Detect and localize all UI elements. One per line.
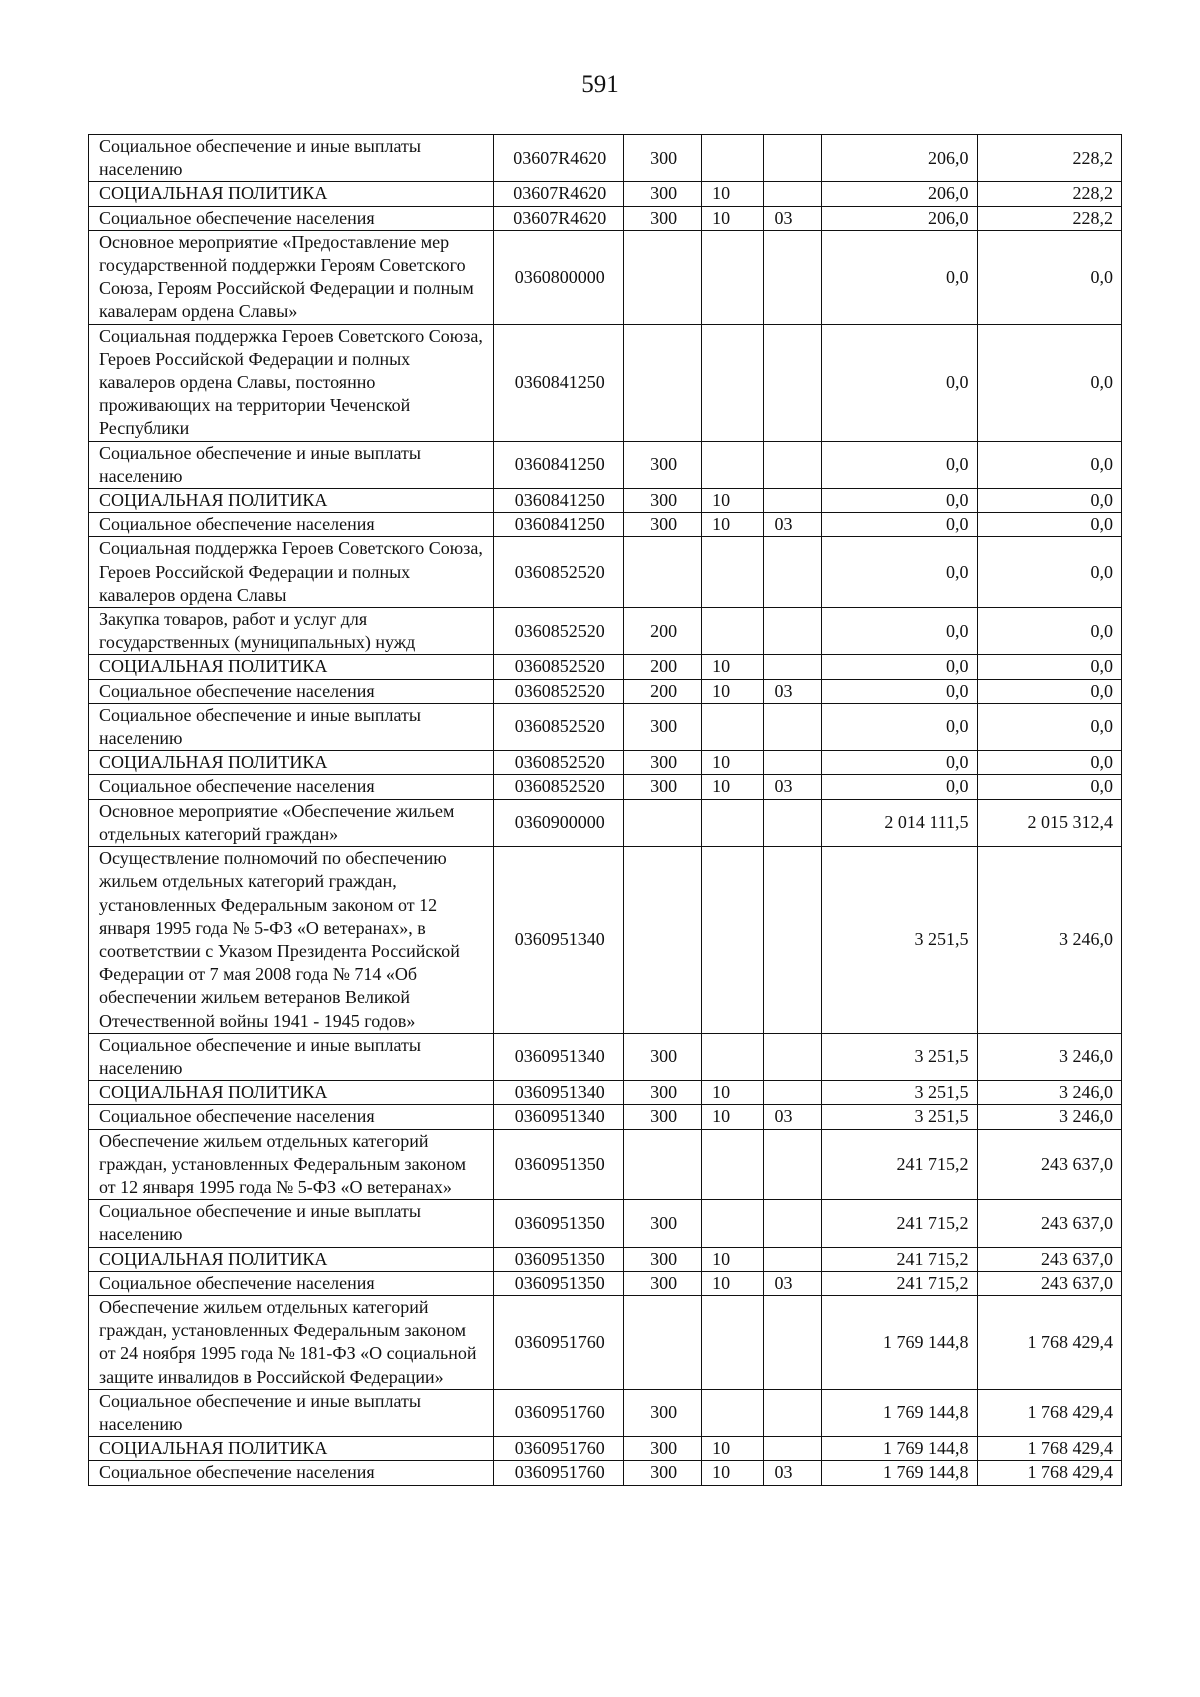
table-row <box>89 513 1122 537</box>
row-subsection <box>764 537 821 608</box>
row-section: 10 <box>702 182 764 206</box>
row-expense-type: 300 <box>624 1033 702 1080</box>
row-expense-type <box>624 537 702 608</box>
row-subsection <box>764 1081 821 1105</box>
row-subsection <box>764 489 821 513</box>
table-body <box>89 135 1122 1486</box>
row-amount-year-1: 0,0 <box>821 489 977 513</box>
row-amount-year-1: 1 769 144,8 <box>821 1461 977 1485</box>
row-amount-year-2: 1 768 429,4 <box>977 1389 1122 1436</box>
row-amount-year-2: 243 637,0 <box>977 1247 1122 1271</box>
row-section: 10 <box>702 513 764 537</box>
row-expense-type: 300 <box>624 489 702 513</box>
row-name: Социальное обеспечение населения <box>89 1461 494 1485</box>
row-amount-year-1: 206,0 <box>821 135 977 182</box>
row-name: СОЦИАЛЬНАЯ ПОЛИТИКА <box>89 489 494 513</box>
row-amount-year-1: 0,0 <box>821 608 977 655</box>
row-name: Основное мероприятие «Обеспечение жильем отдельных категорий граждан» <box>89 799 494 846</box>
row-subsection <box>764 655 821 679</box>
row-amount-year-2: 0,0 <box>977 230 1122 324</box>
row-expense-type: 300 <box>624 135 702 182</box>
row-amount-year-1: 3 251,5 <box>821 1081 977 1105</box>
row-subsection <box>764 182 821 206</box>
row-name: Обеспечение жильем отдельных категорий граждан, установленных Федеральным законом от 12 января 1995 года № 5-ФЗ «О ветеранах» <box>89 1129 494 1200</box>
row-target-article: 0360841250 <box>494 324 624 441</box>
table-row <box>89 324 1122 441</box>
page-number: 591 <box>581 71 619 98</box>
row-expense-type <box>624 1129 702 1200</box>
row-name: СОЦИАЛЬНАЯ ПОЛИТИКА <box>89 1247 494 1271</box>
row-name: Социальное обеспечение населения <box>89 513 494 537</box>
row-amount-year-2: 243 637,0 <box>977 1129 1122 1200</box>
row-section <box>702 1295 764 1389</box>
row-name: Социальное обеспечение и иные выплаты населению <box>89 441 494 488</box>
row-target-article: 0360951350 <box>494 1247 624 1271</box>
row-section: 10 <box>702 1105 764 1129</box>
row-subsection <box>764 847 821 1034</box>
row-expense-type: 300 <box>624 513 702 537</box>
row-target-article: 0360951760 <box>494 1461 624 1485</box>
row-section: 10 <box>702 1437 764 1461</box>
row-expense-type: 300 <box>624 1200 702 1247</box>
row-subsection: 03 <box>764 679 821 703</box>
row-amount-year-2: 3 246,0 <box>977 847 1122 1034</box>
table-row <box>89 1437 1122 1461</box>
row-target-article: 0360841250 <box>494 513 624 537</box>
table-row <box>89 655 1122 679</box>
row-amount-year-2: 2 015 312,4 <box>977 799 1122 846</box>
row-target-article: 03607R4620 <box>494 135 624 182</box>
row-expense-type: 200 <box>624 679 702 703</box>
row-section: 10 <box>702 751 764 775</box>
row-expense-type: 300 <box>624 703 702 750</box>
row-amount-year-1: 206,0 <box>821 182 977 206</box>
row-section: 10 <box>702 655 764 679</box>
row-target-article: 0360951350 <box>494 1129 624 1200</box>
row-section <box>702 230 764 324</box>
table-row <box>89 537 1122 608</box>
row-amount-year-1: 3 251,5 <box>821 1105 977 1129</box>
row-expense-type: 300 <box>624 206 702 230</box>
row-target-article: 0360951760 <box>494 1437 624 1461</box>
row-target-article: 0360951340 <box>494 1105 624 1129</box>
row-amount-year-1: 241 715,2 <box>821 1129 977 1200</box>
row-amount-year-2: 0,0 <box>977 441 1122 488</box>
row-amount-year-1: 0,0 <box>821 679 977 703</box>
table-row <box>89 1389 1122 1436</box>
row-amount-year-2: 0,0 <box>977 324 1122 441</box>
row-name: Закупка товаров, работ и услуг для государственных (муниципальных) нужд <box>89 608 494 655</box>
row-amount-year-2: 3 246,0 <box>977 1105 1122 1129</box>
table-row <box>89 1033 1122 1080</box>
row-target-article: 0360951340 <box>494 847 624 1034</box>
row-target-article: 0360852520 <box>494 679 624 703</box>
row-expense-type <box>624 847 702 1034</box>
row-amount-year-1: 241 715,2 <box>821 1271 977 1295</box>
row-section: 10 <box>702 679 764 703</box>
row-name: Обеспечение жильем отдельных категорий граждан, установленных Федеральным законом от 24 ноября 1995 года № 181-ФЗ «О социальной защите инвалидов в Российской Федерации» <box>89 1295 494 1389</box>
row-amount-year-1: 241 715,2 <box>821 1200 977 1247</box>
row-section: 10 <box>702 206 764 230</box>
row-target-article: 0360852520 <box>494 655 624 679</box>
table-row <box>89 489 1122 513</box>
row-subsection <box>764 751 821 775</box>
row-amount-year-2: 228,2 <box>977 135 1122 182</box>
row-subsection <box>764 1033 821 1080</box>
row-expense-type: 300 <box>624 1461 702 1485</box>
row-amount-year-2: 0,0 <box>977 751 1122 775</box>
row-name: СОЦИАЛЬНАЯ ПОЛИТИКА <box>89 1081 494 1105</box>
row-section: 10 <box>702 775 764 799</box>
row-target-article: 0360951350 <box>494 1200 624 1247</box>
row-section <box>702 847 764 1034</box>
row-name: СОЦИАЛЬНАЯ ПОЛИТИКА <box>89 751 494 775</box>
row-amount-year-1: 0,0 <box>821 775 977 799</box>
row-target-article: 0360951340 <box>494 1033 624 1080</box>
row-target-article: 0360852520 <box>494 537 624 608</box>
row-amount-year-2: 1 768 429,4 <box>977 1461 1122 1485</box>
row-section <box>702 537 764 608</box>
row-expense-type <box>624 1295 702 1389</box>
row-target-article: 0360951760 <box>494 1295 624 1389</box>
row-subsection <box>764 1437 821 1461</box>
table-row <box>89 206 1122 230</box>
row-subsection <box>764 441 821 488</box>
row-amount-year-2: 243 637,0 <box>977 1200 1122 1247</box>
row-amount-year-2: 0,0 <box>977 775 1122 799</box>
row-amount-year-1: 3 251,5 <box>821 1033 977 1080</box>
row-name: Социальное обеспечение населения <box>89 679 494 703</box>
row-section <box>702 441 764 488</box>
row-target-article: 0360852520 <box>494 703 624 750</box>
row-expense-type: 300 <box>624 751 702 775</box>
row-section: 10 <box>702 1461 764 1485</box>
row-target-article: 0360800000 <box>494 230 624 324</box>
row-name: Социальное обеспечение населения <box>89 1105 494 1129</box>
table-row <box>89 751 1122 775</box>
row-subsection <box>764 1200 821 1247</box>
row-amount-year-1: 241 715,2 <box>821 1247 977 1271</box>
row-amount-year-2: 0,0 <box>977 489 1122 513</box>
row-subsection: 03 <box>764 1271 821 1295</box>
row-expense-type: 200 <box>624 655 702 679</box>
table-row <box>89 1295 1122 1389</box>
row-expense-type: 300 <box>624 441 702 488</box>
row-name: Социальная поддержка Героев Советского Союза, Героев Российской Федерации и полных кавалеров ордена Славы <box>89 537 494 608</box>
row-subsection <box>764 703 821 750</box>
row-amount-year-2: 0,0 <box>977 608 1122 655</box>
row-expense-type <box>624 324 702 441</box>
table-row <box>89 799 1122 846</box>
row-subsection: 03 <box>764 1461 821 1485</box>
row-amount-year-2: 3 246,0 <box>977 1081 1122 1105</box>
row-amount-year-2: 1 768 429,4 <box>977 1295 1122 1389</box>
row-name: Социальное обеспечение и иные выплаты населению <box>89 1389 494 1436</box>
row-amount-year-2: 228,2 <box>977 206 1122 230</box>
row-expense-type: 300 <box>624 1081 702 1105</box>
row-expense-type: 300 <box>624 1389 702 1436</box>
table-row <box>89 1271 1122 1295</box>
table-row <box>89 1105 1122 1129</box>
row-expense-type <box>624 799 702 846</box>
row-section: 10 <box>702 489 764 513</box>
table-row <box>89 441 1122 488</box>
row-amount-year-1: 3 251,5 <box>821 847 977 1034</box>
row-name: Социальная поддержка Героев Советского Союза, Героев Российской Федерации и полных кавалеров ордена Славы, постоянно проживающих на территории Чеченской Республики <box>89 324 494 441</box>
row-target-article: 0360841250 <box>494 441 624 488</box>
row-amount-year-2: 0,0 <box>977 513 1122 537</box>
row-target-article: 0360852520 <box>494 775 624 799</box>
row-target-article: 0360852520 <box>494 751 624 775</box>
row-name: Социальное обеспечение и иные выплаты населению <box>89 1200 494 1247</box>
table-row <box>89 230 1122 324</box>
row-subsection <box>764 1247 821 1271</box>
row-name: Основное мероприятие «Предоставление мер государственной поддержки Героям Советского Союза, Героям Российской Федерации и полным кавалерам ордена Славы» <box>89 230 494 324</box>
row-amount-year-2: 228,2 <box>977 182 1122 206</box>
row-amount-year-1: 206,0 <box>821 206 977 230</box>
row-subsection <box>764 324 821 441</box>
row-amount-year-2: 3 246,0 <box>977 1033 1122 1080</box>
row-section <box>702 1129 764 1200</box>
row-subsection <box>764 1295 821 1389</box>
row-section: 10 <box>702 1081 764 1105</box>
table-row <box>89 1081 1122 1105</box>
table-row <box>89 1200 1122 1247</box>
row-target-article: 0360951760 <box>494 1389 624 1436</box>
table-row <box>89 703 1122 750</box>
row-target-article: 0360852520 <box>494 608 624 655</box>
table-row <box>89 775 1122 799</box>
row-subsection <box>764 135 821 182</box>
row-section <box>702 324 764 441</box>
row-subsection <box>764 799 821 846</box>
row-amount-year-1: 1 769 144,8 <box>821 1295 977 1389</box>
row-amount-year-1: 2 014 111,5 <box>821 799 977 846</box>
table-row <box>89 847 1122 1034</box>
row-amount-year-1: 0,0 <box>821 703 977 750</box>
row-section: 10 <box>702 1271 764 1295</box>
table-row <box>89 1129 1122 1200</box>
row-subsection: 03 <box>764 206 821 230</box>
row-amount-year-1: 0,0 <box>821 230 977 324</box>
row-amount-year-2: 1 768 429,4 <box>977 1437 1122 1461</box>
budget-table <box>88 134 1122 1486</box>
row-amount-year-1: 0,0 <box>821 655 977 679</box>
row-amount-year-2: 0,0 <box>977 537 1122 608</box>
row-expense-type: 300 <box>624 182 702 206</box>
row-expense-type: 300 <box>624 1437 702 1461</box>
table-row <box>89 182 1122 206</box>
row-name: Социальное обеспечение населения <box>89 775 494 799</box>
row-subsection: 03 <box>764 1105 821 1129</box>
row-expense-type: 300 <box>624 1105 702 1129</box>
row-section <box>702 1200 764 1247</box>
row-section <box>702 608 764 655</box>
row-amount-year-1: 0,0 <box>821 324 977 441</box>
row-section <box>702 703 764 750</box>
table-row <box>89 608 1122 655</box>
table-row <box>89 1461 1122 1485</box>
row-amount-year-1: 0,0 <box>821 537 977 608</box>
row-subsection: 03 <box>764 513 821 537</box>
row-name: Социальное обеспечение населения <box>89 1271 494 1295</box>
table-row <box>89 135 1122 182</box>
row-amount-year-1: 1 769 144,8 <box>821 1437 977 1461</box>
row-amount-year-2: 0,0 <box>977 655 1122 679</box>
row-name: СОЦИАЛЬНАЯ ПОЛИТИКА <box>89 655 494 679</box>
row-target-article: 0360951340 <box>494 1081 624 1105</box>
row-section: 10 <box>702 1247 764 1271</box>
row-amount-year-1: 0,0 <box>821 513 977 537</box>
row-target-article: 0360951350 <box>494 1271 624 1295</box>
row-name: СОЦИАЛЬНАЯ ПОЛИТИКА <box>89 182 494 206</box>
row-subsection <box>764 1389 821 1436</box>
row-expense-type: 300 <box>624 1247 702 1271</box>
row-target-article: 0360900000 <box>494 799 624 846</box>
row-section <box>702 135 764 182</box>
row-name: Социальное обеспечение и иные выплаты населению <box>89 135 494 182</box>
row-expense-type: 300 <box>624 775 702 799</box>
row-section <box>702 799 764 846</box>
row-subsection <box>764 230 821 324</box>
row-target-article: 0360841250 <box>494 489 624 513</box>
table-row <box>89 679 1122 703</box>
row-target-article: 03607R4620 <box>494 182 624 206</box>
row-subsection <box>764 608 821 655</box>
row-section <box>702 1033 764 1080</box>
row-amount-year-1: 1 769 144,8 <box>821 1389 977 1436</box>
row-amount-year-2: 0,0 <box>977 703 1122 750</box>
row-amount-year-1: 0,0 <box>821 751 977 775</box>
row-name: Социальное обеспечение населения <box>89 206 494 230</box>
row-subsection <box>764 1129 821 1200</box>
row-expense-type: 200 <box>624 608 702 655</box>
row-amount-year-2: 243 637,0 <box>977 1271 1122 1295</box>
row-target-article: 03607R4620 <box>494 206 624 230</box>
row-amount-year-1: 0,0 <box>821 441 977 488</box>
row-expense-type <box>624 230 702 324</box>
row-expense-type: 300 <box>624 1271 702 1295</box>
row-name: Осуществление полномочий по обеспечению жильем отдельных категорий граждан, установленных Федеральным законом от 12 января 1995 года № 5-ФЗ «О ветеранах», в соответствии с Указом Президента Российской Федерации от 7 мая 2008 года № 714 «Об обеспечении жильем ветеранов Великой Отечественной войны 1941 - 1945 годов» <box>89 847 494 1034</box>
row-name: Социальное обеспечение и иные выплаты населению <box>89 1033 494 1080</box>
row-name: Социальное обеспечение и иные выплаты населению <box>89 703 494 750</box>
row-subsection: 03 <box>764 775 821 799</box>
table-row <box>89 1247 1122 1271</box>
row-name: СОЦИАЛЬНАЯ ПОЛИТИКА <box>89 1437 494 1461</box>
row-amount-year-2: 0,0 <box>977 679 1122 703</box>
row-section <box>702 1389 764 1436</box>
